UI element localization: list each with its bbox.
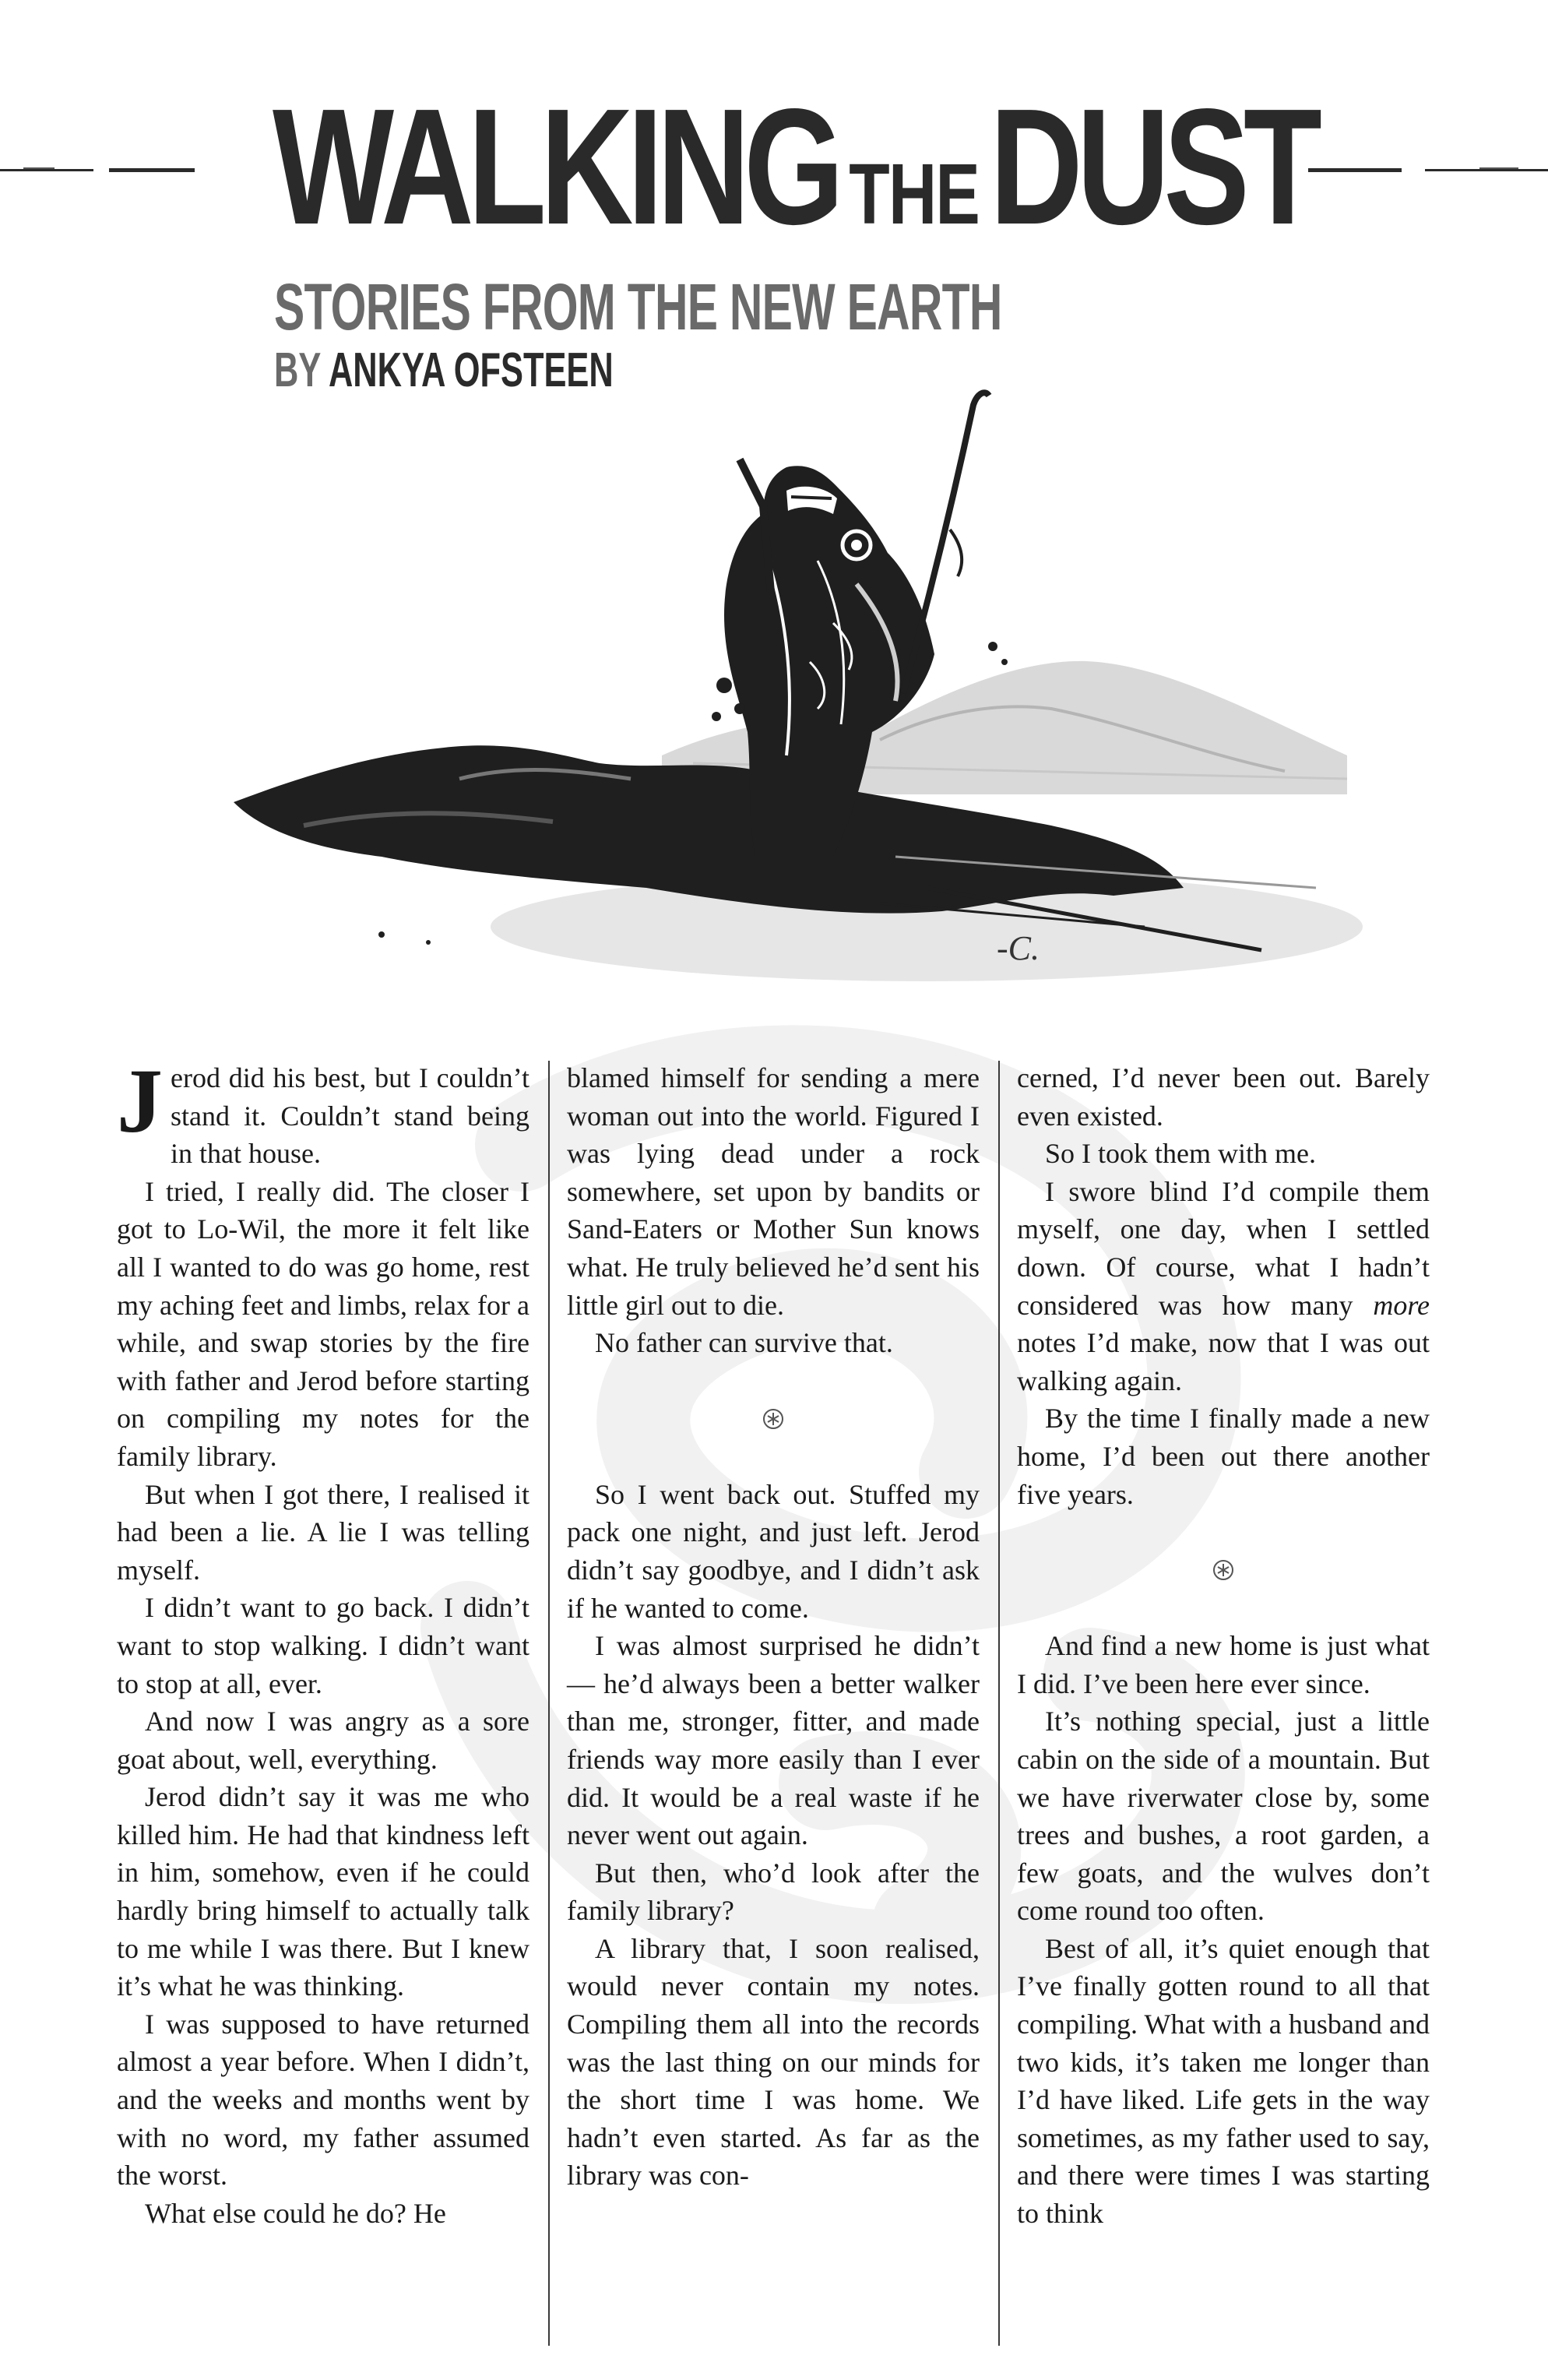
artist-signature: -C. [997,929,1040,967]
title-word-dust: DUST [990,74,1317,259]
paragraph: Best of all, it’s quiet enough that I’ve finally gotten round to all that compiling. What with a husband and two kids, it’s taken me longer than I’d have liked. Life gets in the way sometimes, as my father used to say, and there were times I was starting to think [1017,1932,1430,2230]
paragraph-text: I swore blind I’d compile them myself, one day, when I settled down. Of course, what I hadn’t considered was how many [1017,1175,1430,1321]
paragraph: blamed himself for sending a mere woman out into the world. Figured I was lying dead under a rock somewhere, set upon by bandits or Sand-Eaters or Mother Sun knows what. He truly believed he’d sent his little girl out to die. [567,1062,980,1321]
drop-cap: J [117,1050,163,1152]
ornament-icon [1212,1558,1235,1582]
column-divider-1 [548,1061,550,2346]
paragraph: But then, who’d look after the family library? [567,1857,980,1927]
paragraph: No father can survive that. [595,1327,893,1359]
article-column-2 [567,1059,980,2195]
paragraph: It’s nothing special, just a little cabin on the side of a mountain. But we have riverwater close by, some trees and bushes, a root garden, a few goats, and the wulves don’t come round too often. [1017,1706,1430,1927]
paragraph: So I went back out. Stuffed my pack one night, and just left. Jerod didn’t say goodbye, and I didn’t ask if he wanted to come. [567,1478,980,1624]
emphasis-text: more [1373,1289,1430,1321]
page-title [273,74,1317,273]
paragraph: And find a new home is just what I did. I’ve been here ever since. [1017,1630,1430,1699]
paragraph: A library that, I soon realised, would never contain my notes. Compiling them all into the records was the last thing on our minds for the short time I was home. We hadn’t even started. As far as the library was con- [567,1932,980,2192]
paragraph: I didn’t want to go back. I didn’t want to stop walking. I didn’t want to stop at all, ever. [117,1592,529,1699]
ornament-icon [762,1407,785,1431]
paragraph: And now I was angry as a sore goat about, well, everything. [117,1706,529,1775]
paragraph [117,1050,529,1173]
paragraph: I was almost surprised he didn’t — he’d always been a better walker than me, stronger, fitter, and made friends way more easily than I ever did. It would be a real waste if he never went out again. [567,1630,980,1851]
title-word-walking: WALKING [273,74,839,259]
paragraph: Jerod didn’t say it was me who killed him. He had that kindness left in him, somehow, even if he could hardly bring himself to actually talk to me while I was there. But I knew it’s what he was thinking. [117,1781,529,2002]
paragraph-text: notes I’d make, now that I was out walking again. [1017,1327,1430,1396]
author-name: ANKYA OFSTEEN [328,343,614,397]
section-break [567,1362,980,1476]
column-divider-2 [998,1061,1000,2346]
wanderer-illustration [226,389,1363,1028]
title-rule-right [1308,165,1548,176]
title-rule-left [0,165,195,176]
paragraph: What else could he do? He [145,2197,446,2229]
paragraph [1017,1173,1430,1400]
article-column-1 [117,1050,529,2232]
paragraph: But when I got there, I realised it had been a lie. A lie I was telling myself. [117,1478,529,1586]
section-break [1017,1513,1430,1627]
paragraph: cerned, I’d never been out. Barely even existed. [1017,1062,1430,1132]
paragraph: I tried, I really did. The closer I got to Lo-Wil, the more it felt like all I wanted to do was go home, rest my aching feet and limbs, relax for a while, and swap stories by the fire with father and Jerod before starting on compiling my notes for the family library. [117,1175,529,1472]
paragraph: I was supposed to have returned almost a year before. When I didn’t, and the weeks and months went by with no word, my father assumed the worst. [117,2008,529,2192]
paragraph-text: erod did his best, but I couldn’t stand it. Couldn’t stand being in that house. [171,1062,529,1170]
article-column-3 [1017,1059,1430,2233]
byline-prefix: BY [274,343,321,397]
title-word-the: THE [849,146,980,242]
paragraph: By the time I finally made a new home, I’d been out there another five years. [1017,1403,1430,1510]
subtitle: STORIES FROM THE NEW EARTH [274,270,1002,343]
paragraph: So I took them with me. [1045,1138,1316,1170]
